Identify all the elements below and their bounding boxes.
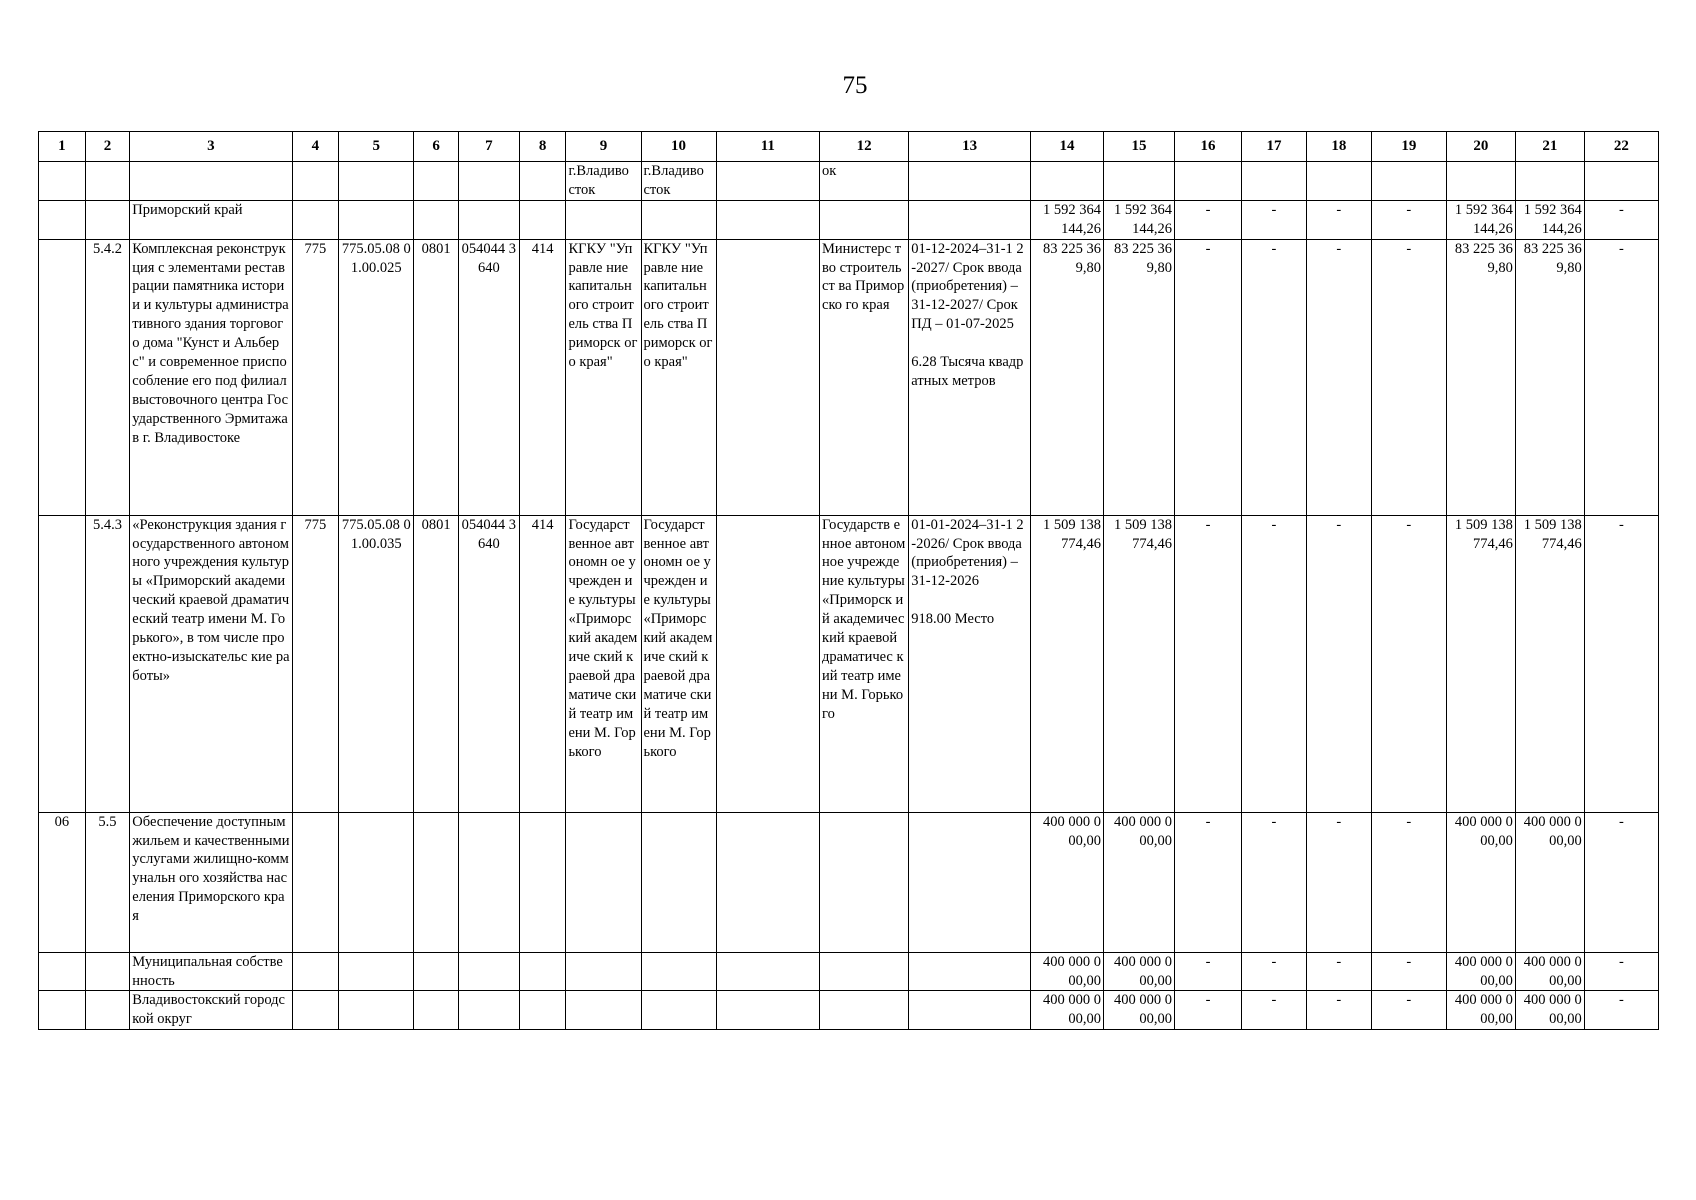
cell-section: [414, 162, 459, 201]
cell-col11: [716, 515, 819, 812]
cell-col16: -: [1175, 991, 1242, 1030]
cell-terms: [909, 812, 1031, 952]
cell-terms: 01-01-2024–31-1 2-2026/ Срок ввода (приобретения) – 31-12-2026 918.00 Место: [909, 515, 1031, 812]
cell-col19: -: [1371, 515, 1446, 812]
cell-customer: [566, 952, 641, 991]
cell-code: 5.5: [85, 812, 130, 952]
cell-kbk: [458, 991, 519, 1030]
header-col-20: 20: [1446, 132, 1515, 162]
cell-section: 0801: [414, 515, 459, 812]
header-col-15: 15: [1104, 132, 1175, 162]
cell-col17: -: [1241, 991, 1306, 1030]
cell-num: [39, 952, 86, 991]
cell-customer: Государст венное автономн ое учрежден ие культуры «Приморс кий академиче ский краевой драматиче ский театр имени М. Горького: [566, 515, 641, 812]
cell-col22: -: [1584, 200, 1658, 239]
cell-grbs: [292, 952, 339, 991]
cell-developer: Государст венное автономн ое учрежден ие культуры «Приморс кий академиче ский краевой драматиче ский театр имени М. Горького: [641, 515, 716, 812]
cell-col22: -: [1584, 991, 1658, 1030]
cell-agency: ок: [820, 162, 909, 201]
header-col-8: 8: [519, 132, 566, 162]
cell-total: 83 225 36 9,80: [1031, 239, 1104, 515]
header-col-7: 7: [458, 132, 519, 162]
cell-section: [414, 812, 459, 952]
cell-grbs: 775: [292, 515, 339, 812]
cell-budget: 83 225 36 9,80: [1104, 239, 1175, 515]
cell-name: Комплексная реконструкция с элементами реставрации памятника истории и культуры административного здания торгового дома "Кунст и Альберс" и современное приспособление его под филиал выстовочного центра Государственного Эрмитажа в г. Владивостоке: [130, 239, 292, 515]
cell-budget: 400 000 0 00,00: [1104, 952, 1175, 991]
cell-cost21: 1 592 364 144,26: [1515, 200, 1584, 239]
header-row: [39, 132, 1659, 162]
cell-total: [1031, 162, 1104, 201]
cell-cost20: 1 592 364 144,26: [1446, 200, 1515, 239]
cell-code: [85, 162, 130, 201]
register-table: [38, 131, 1659, 1030]
cell-vr: [519, 200, 566, 239]
cell-customer: [566, 812, 641, 952]
row-primorsky-krai: [39, 200, 1659, 239]
cell-num: [39, 162, 86, 201]
cell-agency: Министерс тво строительст ва Приморско го края: [820, 239, 909, 515]
cell-col19: [1371, 162, 1446, 201]
cell-vr: [519, 162, 566, 201]
cell-col17: -: [1241, 812, 1306, 952]
cell-developer: КГКУ "Управле ние капитальн ого строитель ства Приморск ого края": [641, 239, 716, 515]
cell-agency: [820, 812, 909, 952]
cell-cost20: [1446, 162, 1515, 201]
row-continuation: [39, 162, 1659, 201]
cell-col16: -: [1175, 812, 1242, 952]
cell-terms: [909, 162, 1031, 201]
cell-section: [414, 200, 459, 239]
header-col-1: 1: [39, 132, 86, 162]
cell-kbk: 054044 3640: [458, 515, 519, 812]
cell-col17: -: [1241, 200, 1306, 239]
header-col-18: 18: [1306, 132, 1371, 162]
cell-code: 5.4.3: [85, 515, 130, 812]
cell-col17: -: [1241, 515, 1306, 812]
cell-budget: 400 000 0 00,00: [1104, 991, 1175, 1030]
cell-terms: [909, 200, 1031, 239]
cell-total: 400 000 0 00,00: [1031, 952, 1104, 991]
cell-budget: 400 000 0 00,00: [1104, 812, 1175, 952]
cell-cost21: 400 000 0 00,00: [1515, 991, 1584, 1030]
cell-cost20: 400 000 0 00,00: [1446, 991, 1515, 1030]
cell-total: 1 509 138 774,46: [1031, 515, 1104, 812]
cell-col16: -: [1175, 200, 1242, 239]
cell-target-article: 775.05.08 01.00.025: [339, 239, 414, 515]
cell-budget: [1104, 162, 1175, 201]
cell-kbk: 054044 3640: [458, 239, 519, 515]
cell-agency: [820, 200, 909, 239]
cell-name: «Реконструкция здания государственного автономного учреждения культуры «Приморский академический краевой драматический театр имени М. Горького», в том числе проектно-изыскательс кие работы»: [130, 515, 292, 812]
cell-total: 1 592 364 144,26: [1031, 200, 1104, 239]
cell-name: Приморский край: [130, 200, 292, 239]
cell-cost21: 1 509 138 774,46: [1515, 515, 1584, 812]
cell-vr: [519, 952, 566, 991]
cell-customer: [566, 991, 641, 1030]
cell-col11: [716, 952, 819, 991]
cell-col19: -: [1371, 991, 1446, 1030]
cell-target-article: [339, 200, 414, 239]
cell-col22: [1584, 162, 1658, 201]
header-col-17: 17: [1241, 132, 1306, 162]
cell-code: [85, 952, 130, 991]
cell-col16: -: [1175, 239, 1242, 515]
cell-customer: г.Владиво сток: [566, 162, 641, 201]
cell-code: 5.4.2: [85, 239, 130, 515]
cell-col11: [716, 162, 819, 201]
cell-col19: -: [1371, 812, 1446, 952]
cell-num: [39, 200, 86, 239]
cell-target-article: [339, 991, 414, 1030]
cell-target-article: [339, 952, 414, 991]
cell-vr: [519, 812, 566, 952]
cell-cost21: [1515, 162, 1584, 201]
cell-developer: [641, 812, 716, 952]
cell-cost20: 400 000 0 00,00: [1446, 812, 1515, 952]
cell-vr: 414: [519, 239, 566, 515]
cell-kbk: [458, 162, 519, 201]
cell-col22: -: [1584, 515, 1658, 812]
cell-terms: 01-12-2024–31-1 2-2027/ Срок ввода (приобретения) – 31-12-2027/ Срок ПД – 01-07-2025 6.28 Тысяча квадратных метров: [909, 239, 1031, 515]
cell-target-article: [339, 162, 414, 201]
cell-col18: -: [1306, 952, 1371, 991]
header-col-21: 21: [1515, 132, 1584, 162]
cell-grbs: [292, 200, 339, 239]
cell-name: Обеспечение доступным жильем и качественными услугами жилищно-коммунальн ого хозяйства населения Приморского края: [130, 812, 292, 952]
cell-col18: -: [1306, 239, 1371, 515]
cell-developer: г.Владиво сток: [641, 162, 716, 201]
cell-cost20: 400 000 0 00,00: [1446, 952, 1515, 991]
cell-budget: 1 592 364 144,26: [1104, 200, 1175, 239]
cell-col11: [716, 200, 819, 239]
cell-terms: [909, 952, 1031, 991]
cell-developer: [641, 991, 716, 1030]
cell-col17: [1241, 162, 1306, 201]
header-col-12: 12: [820, 132, 909, 162]
cell-num: 06: [39, 812, 86, 952]
cell-customer: КГКУ "Управле ние капитальн ого строитель ства Приморск ого края": [566, 239, 641, 515]
cell-customer: [566, 200, 641, 239]
cell-section: 0801: [414, 239, 459, 515]
cell-grbs: [292, 991, 339, 1030]
cell-agency: [820, 952, 909, 991]
cell-total: 400 000 0 00,00: [1031, 812, 1104, 952]
header-col-3: 3: [130, 132, 292, 162]
cell-col11: [716, 991, 819, 1030]
cell-target-article: [339, 812, 414, 952]
cell-agency: Государств енное автономное учреждение культуры «Приморск ий академичес кий краевой драматичес кий театр имени М. Горького: [820, 515, 909, 812]
cell-col16: -: [1175, 952, 1242, 991]
cell-section: [414, 952, 459, 991]
cell-col17: -: [1241, 239, 1306, 515]
cell-cost20: 83 225 36 9,80: [1446, 239, 1515, 515]
cell-col18: -: [1306, 812, 1371, 952]
cell-col22: -: [1584, 812, 1658, 952]
cell-grbs: [292, 812, 339, 952]
cell-vr: [519, 991, 566, 1030]
page-number: 75: [842, 72, 868, 99]
header-col-14: 14: [1031, 132, 1104, 162]
cell-kbk: [458, 200, 519, 239]
cell-code: [85, 200, 130, 239]
row-municipal: [39, 952, 1659, 991]
cell-target-article: 775.05.08 01.00.035: [339, 515, 414, 812]
header-col-11: 11: [716, 132, 819, 162]
cell-col11: [716, 239, 819, 515]
cell-col18: -: [1306, 515, 1371, 812]
cell-code: [85, 991, 130, 1030]
cell-col16: [1175, 162, 1242, 201]
cell-col19: -: [1371, 200, 1446, 239]
cell-section: [414, 991, 459, 1030]
cell-num: [39, 991, 86, 1030]
cell-col17: -: [1241, 952, 1306, 991]
header-col-10: 10: [641, 132, 716, 162]
cell-total: 400 000 0 00,00: [1031, 991, 1104, 1030]
header-col-9: 9: [566, 132, 641, 162]
cell-budget: 1 509 138 774,46: [1104, 515, 1175, 812]
cell-num: [39, 515, 86, 812]
row-5-5: [39, 812, 1659, 952]
cell-kbk: [458, 952, 519, 991]
header-col-22: 22: [1584, 132, 1658, 162]
header-col-16: 16: [1175, 132, 1242, 162]
cell-col11: [716, 812, 819, 952]
cell-col19: -: [1371, 239, 1446, 515]
row-5-4-2: [39, 239, 1659, 515]
cell-col18: -: [1306, 200, 1371, 239]
header-col-6: 6: [414, 132, 459, 162]
cell-name: [130, 162, 292, 201]
cell-name: Владивостокский городской округ: [130, 991, 292, 1030]
cell-cost21: 83 225 36 9,80: [1515, 239, 1584, 515]
row-vladivostok: [39, 991, 1659, 1030]
cell-col19: -: [1371, 952, 1446, 991]
header-col-13: 13: [909, 132, 1031, 162]
cell-developer: [641, 952, 716, 991]
cell-col16: -: [1175, 515, 1242, 812]
header-col-5: 5: [339, 132, 414, 162]
cell-vr: 414: [519, 515, 566, 812]
cell-col18: -: [1306, 991, 1371, 1030]
cell-col18: [1306, 162, 1371, 201]
cell-col22: -: [1584, 952, 1658, 991]
cell-agency: [820, 991, 909, 1030]
cell-cost20: 1 509 138 774,46: [1446, 515, 1515, 812]
cell-cost21: 400 000 0 00,00: [1515, 952, 1584, 991]
header-col-2: 2: [85, 132, 130, 162]
cell-grbs: 775: [292, 239, 339, 515]
row-5-4-3: [39, 515, 1659, 812]
cell-kbk: [458, 812, 519, 952]
cell-num: [39, 239, 86, 515]
header-col-4: 4: [292, 132, 339, 162]
cell-grbs: [292, 162, 339, 201]
cell-col22: -: [1584, 239, 1658, 515]
cell-developer: [641, 200, 716, 239]
cell-cost21: 400 000 0 00,00: [1515, 812, 1584, 952]
cell-terms: [909, 991, 1031, 1030]
cell-name: Муниципальная собственность: [130, 952, 292, 991]
header-col-19: 19: [1371, 132, 1446, 162]
